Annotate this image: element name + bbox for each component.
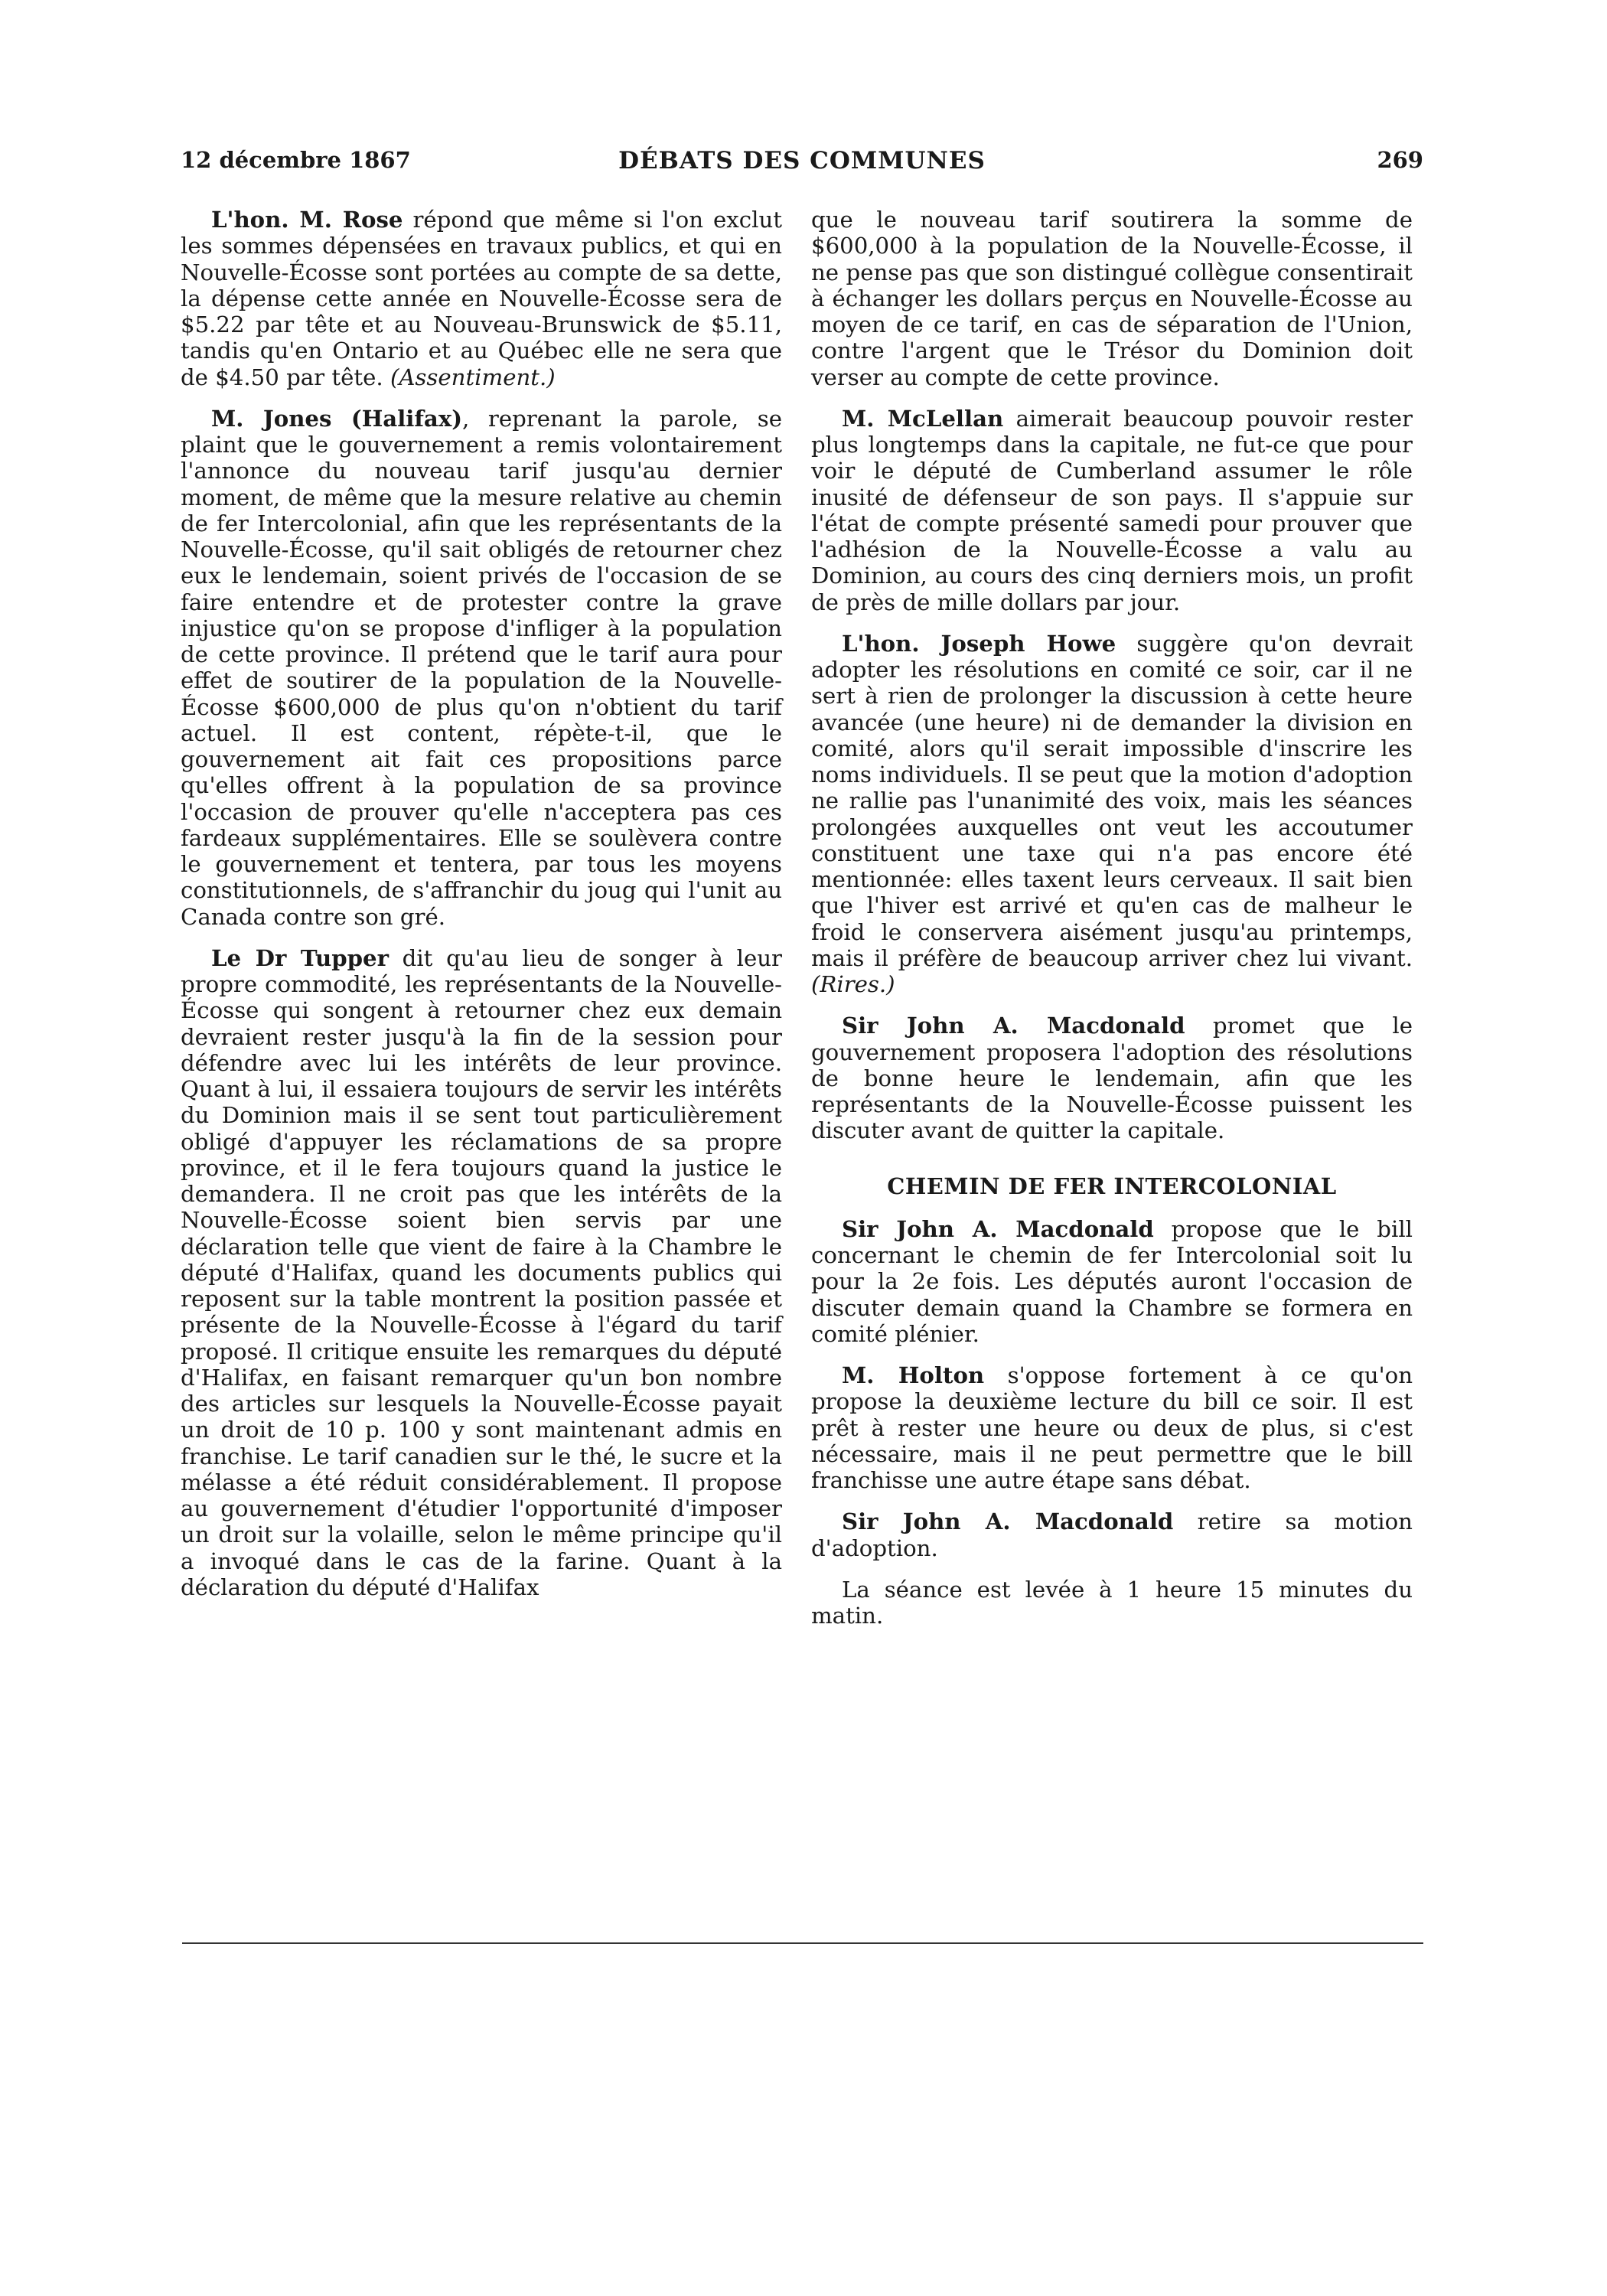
- paragraph-text: promet que le gouvernement proposera l'adoption des résolutions de bonne heure le lendemain, afin que les représentants de la Nouvelle-Écosse puissent les discuter avant de quitter la capitale.: [811, 1013, 1413, 1144]
- stage-direction: (Assentiment.): [390, 364, 556, 390]
- paragraph-continuation: que le nouveau tarif soutirera la somme de $600,000 à la population de la Nouvelle-Écosse, il ne pense pas que son distingué collègue consentirait à échanger les dollars perçus en Nouvelle-Écosse au moyen de ce tarif, en cas de séparation de l'Union, contre l'argent que le Trésor du Dominion doit verser au compte de cette province.: [811, 207, 1413, 390]
- page-header: [181, 147, 1423, 181]
- paragraph-text: s'oppose fortement à ce qu'on propose la deuxième lecture du bill ce soir. Il est prêt à rester une heure ou deux de plus, si c'est nécessaire, mais il ne peut permettre que le bill franchisse une autre étape sans débat.: [811, 1362, 1413, 1493]
- paragraph-text: suggère qu'on devrait adopter les résolutions en comité ce soir, car il ne sert à rien de prolonger la discussion à cette heure avancée (une heure) ni de demander la division en comité, alors qu'il serait impossible d'inscrire les noms individuels. Il se peut que la motion d'adoption ne rallie pas l'unanimité des voix, mais les séances prolongées auxquelles ont veut les accoutumer constituent une taxe qui n'a pas encore été mentionnée: elles taxent leurs cerveaux. Il sait bien que l'hiver est arrivé et qu'en cas de malheur le froid le conservera aisément jusqu'au printemps, mais il préfère de beaucoup arriver chez lui vivant.: [811, 630, 1413, 971]
- paragraph-mclellan: [811, 406, 1413, 615]
- header-title: DÉBATS DES COMMUNES: [618, 147, 986, 174]
- paragraph-text: aimerait beaucoup pouvoir rester plus longtemps dans la capitale, ne fut-ce que pour voir le député de Cumberland assumer le rôle inusité de défenseur de son pays. Il s'appuie sur l'état de compte présenté samedi pour prouver que l'adhésion de la Nouvelle-Écosse a valu au Dominion, au cours des cinq derniers mois, un profit de près de mille dollars par jour.: [811, 405, 1413, 615]
- speaker-name: L'hon. M. Rose: [211, 207, 403, 233]
- header-date: 12 décembre 1867: [181, 147, 411, 173]
- closing-rule: [182, 1942, 1423, 1944]
- paragraph-text: propose que le bill concernant le chemin de fer Intercolonial soit lu pour la 2e fois. Les députés auront l'occasion de discuter demain quand la Chambre se formera en comité plénier.: [811, 1215, 1413, 1347]
- paragraph-tupper: [181, 945, 782, 1600]
- paragraph-rose: [181, 207, 782, 390]
- speaker-name: Sir John A. Macdonald: [842, 1013, 1185, 1039]
- speaker-name: L'hon. Joseph Howe: [842, 630, 1116, 657]
- speaker-name: Le Dr Tupper: [211, 944, 389, 971]
- speaker-name: M. Holton: [842, 1362, 985, 1388]
- paragraph-text: dit qu'au lieu de songer à leur propre commodité, les représentants de la Nouvelle-Écosse qui songent à retourner chez eux demain devraient rester jusqu'à la fin de la session pour défendre avec lui les intérêts de leur province. Quant à lui, il essaiera toujours de servir les intérêts du Dominion mais il se sent tout particulièrement obligé d'appuyer les réclamations de sa propre province, et il le fera toujours quand la justice le demandera. Il ne croit pas que les intérêts de la Nouvelle-Écosse soient bien servis par une déclaration telle que vient de faire à la Chambre le député d'Halifax, quand les documents publics qui reposent sur la table montrent la position passée et présente de la Nouvelle-Écosse à l'égard du tarif proposé. Il critique ensuite les remarques du député d'Halifax, en faisant remarquer qu'un bon nombre des articles sur lesquels la Nouvelle-Écosse payait un droit de 10 p. 100 y sont maintenant admis en franchise. Le tarif canadien sur le thé, le sucre et la mélasse a été réduit considérablement. Il propose au gouvernement d'étudier l'opportunité d'imposer un droit sur la volaille, selon le même principe qu'il a invoqué dans le cas de la farine. Quant à la déclaration du député d'Halifax: [181, 944, 782, 1600]
- speaker-name: M. Jones (Halifax): [211, 405, 463, 432]
- paragraph-adjournment: [811, 1577, 1413, 1629]
- paragraph-macdonald-bill: [811, 1216, 1413, 1347]
- stage-direction: (Rires.): [811, 971, 895, 997]
- speaker-name: M. McLellan: [842, 405, 1004, 432]
- paragraph-text: , reprenant la parole, se plaint que le gouvernement a remis volontairement l'annonce du nouveau tarif jusqu'au dernier moment, de même que la mesure relative au chemin de fer Intercolonial, afin que les représentants de la Nouvelle-Écosse, qu'il sait obligés de retourner chez eux le lendemain, soient privés de l'occasion de se faire entendre et de protester contre la grave injustice qu'on se propose d'infliger à la population de cette province. Il prétend que le tarif aura pour effet de soutirer de la population de la Nouvelle-Écosse $600,000 de plus qu'on n'obtient du tarif actuel. Il est content, répète-t-il, que le gouvernement ait fait ces propositions parce qu'elles offrent à la population de sa province l'occasion de prouver qu'elle n'acceptera pas ces fardeaux supplémentaires. Elle se soulèvera contre le gouvernement et tentera, par tous les moyens constitutionnels, de s'affranchir du joug qui l'unit au Canada contre son gré.: [181, 405, 782, 930]
- page-number: 269: [1377, 147, 1423, 173]
- paragraph-howe: [811, 631, 1413, 998]
- paragraph-holton: [811, 1362, 1413, 1493]
- paragraph-text: répond que même si l'on exclut les sommes dépensées en travaux publics, et qui en Nouvelle-Écosse sont portées au compte de sa dette, la dépense cette année en Nouvelle-Écosse sera de $5.22 par tête et au Nouveau-Brunswick de $5.11, tandis qu'en Ontario et au Québec elle ne sera que de $4.50 par tête.: [181, 207, 782, 390]
- right-column: [811, 207, 1413, 1644]
- paragraph-text: retire sa motion d'adoption.: [811, 1508, 1413, 1561]
- left-column: [181, 207, 782, 1616]
- paragraph-macdonald-withdraw: [811, 1508, 1413, 1561]
- section-heading: CHEMIN DE FER INTERCOLONIAL: [887, 1172, 1337, 1199]
- paragraph-macdonald-promise: [811, 1013, 1413, 1143]
- paragraph-text: La séance est levée à 1 heure 15 minutes du matin.: [811, 1576, 1413, 1629]
- paragraph-jones: [181, 406, 782, 930]
- speaker-name: Sir John A. Macdonald: [842, 1508, 1174, 1535]
- speaker-name: Sir John A. Macdonald: [842, 1215, 1154, 1242]
